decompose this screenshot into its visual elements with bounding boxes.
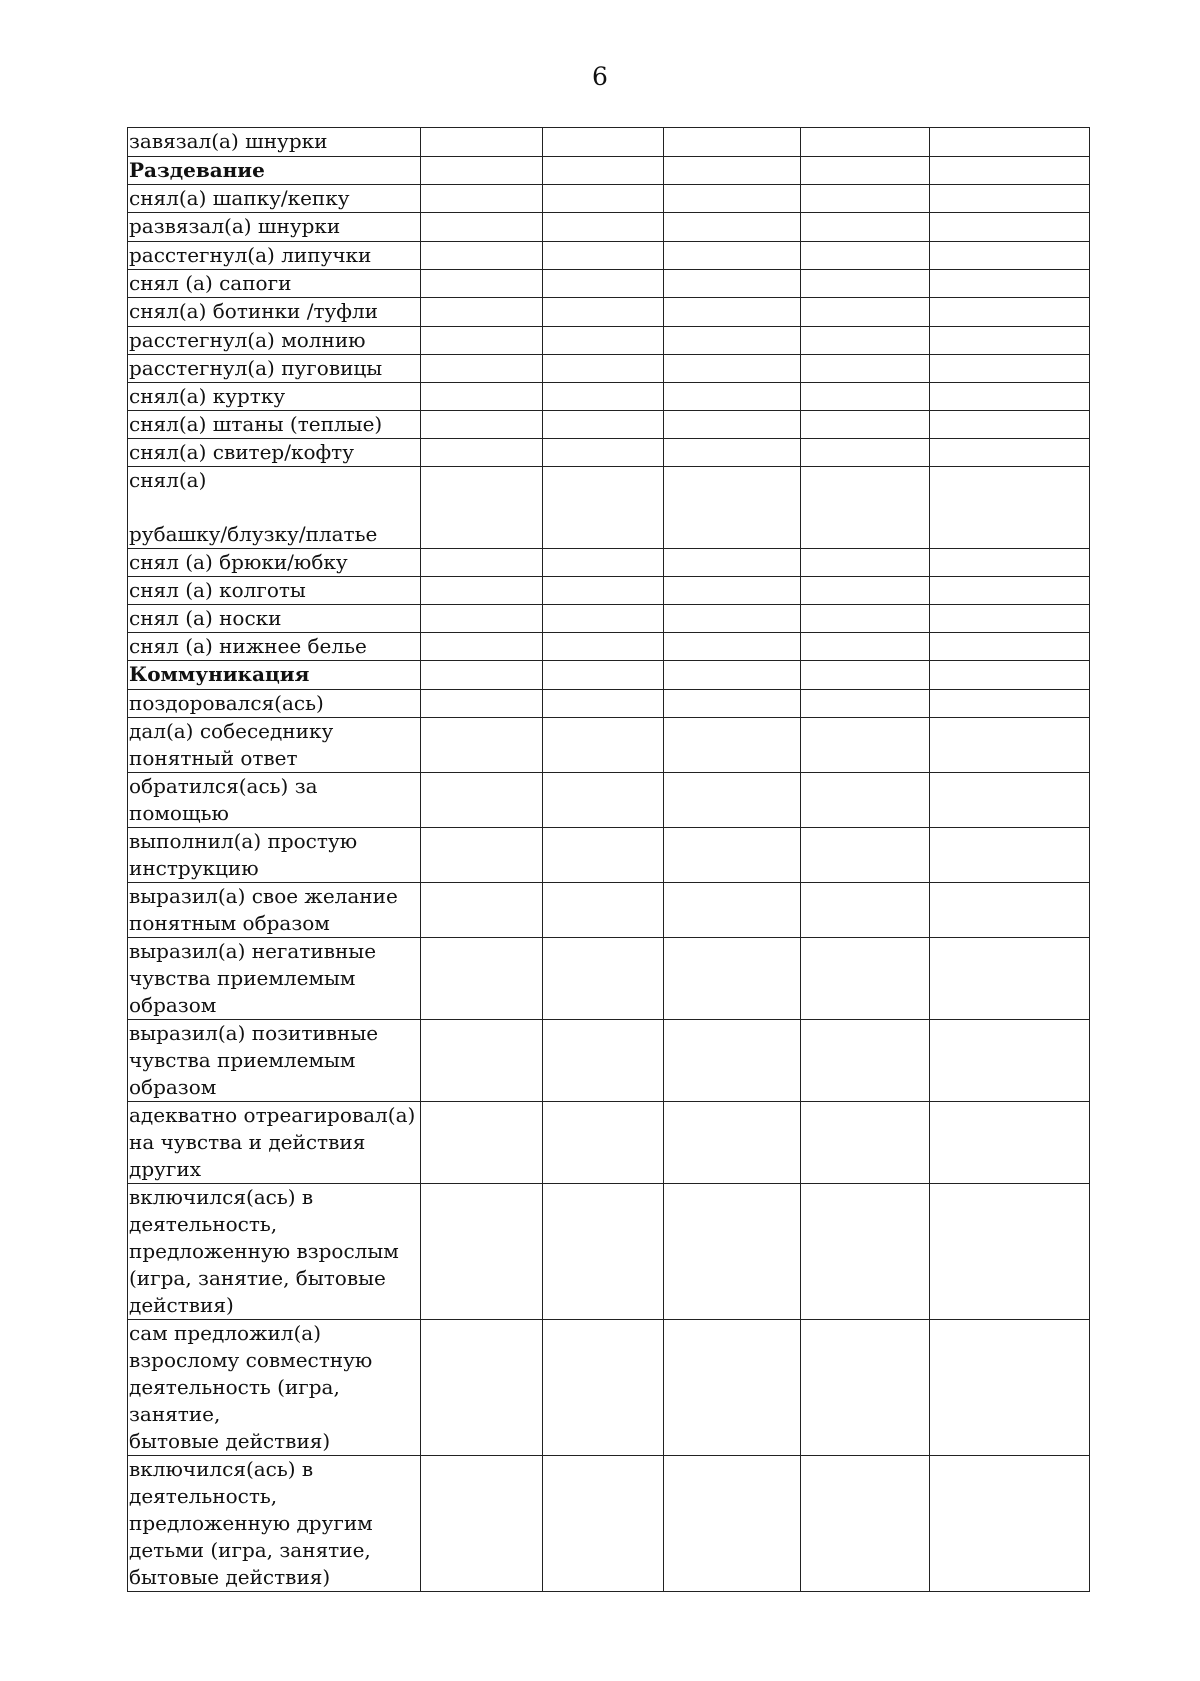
table-row	[128, 270, 1090, 298]
score-cell[interactable]	[664, 577, 801, 605]
score-cell[interactable]	[930, 828, 1090, 883]
table-row	[128, 633, 1090, 661]
score-cell[interactable]	[664, 605, 801, 633]
score-cell[interactable]	[543, 938, 664, 1020]
score-cell[interactable]	[543, 1020, 664, 1102]
score-cell[interactable]	[543, 1320, 664, 1456]
score-cell[interactable]	[421, 383, 543, 411]
score-cell[interactable]	[543, 577, 664, 605]
score-cell[interactable]	[664, 1320, 801, 1456]
score-cell[interactable]	[421, 157, 543, 185]
table-row	[128, 549, 1090, 577]
table-row	[128, 439, 1090, 467]
score-cell[interactable]	[543, 327, 664, 355]
score-cell[interactable]	[421, 327, 543, 355]
score-cell[interactable]	[801, 355, 930, 383]
score-cell[interactable]	[664, 411, 801, 439]
skill-label: дал(а) собеседнику понятный ответ	[128, 718, 421, 773]
skill-label: снял(а) свитер/кофту	[128, 439, 421, 467]
score-cell[interactable]	[664, 690, 801, 718]
score-cell[interactable]	[421, 690, 543, 718]
score-cell[interactable]	[543, 1184, 664, 1320]
score-cell[interactable]	[801, 383, 930, 411]
score-cell[interactable]	[664, 549, 801, 577]
score-cell[interactable]	[930, 1320, 1090, 1456]
skill-label: снял(а) ботинки /туфли	[128, 298, 421, 327]
score-cell[interactable]	[543, 633, 664, 661]
skill-label: снял (а) брюки/юбку	[128, 549, 421, 577]
score-cell[interactable]	[664, 1184, 801, 1320]
score-cell[interactable]	[801, 327, 930, 355]
score-cell[interactable]	[543, 690, 664, 718]
score-cell[interactable]	[664, 213, 801, 242]
skill-label: сам предложил(а) взрослому совместную деятельность (игра, занятие, бытовые действия)	[128, 1320, 421, 1456]
table-row	[128, 773, 1090, 828]
score-cell[interactable]	[421, 773, 543, 828]
score-cell[interactable]	[664, 661, 801, 690]
score-cell[interactable]	[421, 467, 543, 549]
score-cell[interactable]	[543, 467, 664, 549]
score-cell[interactable]	[930, 383, 1090, 411]
skill-label: снял (а) колготы	[128, 577, 421, 605]
score-cell[interactable]	[801, 828, 930, 883]
score-cell[interactable]	[801, 1102, 930, 1184]
score-cell[interactable]	[664, 355, 801, 383]
table-row	[128, 828, 1090, 883]
score-cell[interactable]	[543, 1102, 664, 1184]
table-row	[128, 1102, 1090, 1184]
score-cell[interactable]	[801, 270, 930, 298]
score-cell[interactable]	[930, 549, 1090, 577]
score-cell[interactable]	[421, 355, 543, 383]
score-cell[interactable]	[801, 718, 930, 773]
score-cell[interactable]	[801, 549, 930, 577]
score-cell[interactable]	[664, 467, 801, 549]
score-cell[interactable]	[421, 718, 543, 773]
table-row	[128, 213, 1090, 242]
score-cell[interactable]	[664, 327, 801, 355]
score-cell[interactable]	[421, 1102, 543, 1184]
table-row	[128, 1456, 1090, 1592]
skill-label: расстегнул(а) молнию	[128, 327, 421, 355]
score-cell[interactable]	[930, 1102, 1090, 1184]
score-cell[interactable]	[543, 411, 664, 439]
score-cell[interactable]	[664, 883, 801, 938]
score-cell[interactable]	[930, 1020, 1090, 1102]
score-cell[interactable]	[421, 661, 543, 690]
score-cell[interactable]	[801, 773, 930, 828]
score-cell[interactable]	[543, 383, 664, 411]
skill-label: расстегнул(а) пуговицы	[128, 355, 421, 383]
score-cell[interactable]	[543, 718, 664, 773]
score-cell[interactable]	[421, 828, 543, 883]
score-cell[interactable]	[801, 1456, 930, 1592]
score-cell[interactable]	[930, 773, 1090, 828]
table-row	[128, 718, 1090, 773]
skill-label: включился(ась) в деятельность, предложенную другим детьми (игра, занятие, бытовые действия)	[128, 1456, 421, 1592]
score-cell[interactable]	[801, 661, 930, 690]
score-cell[interactable]	[543, 270, 664, 298]
score-cell[interactable]	[664, 828, 801, 883]
score-cell[interactable]	[421, 1320, 543, 1456]
score-cell[interactable]	[801, 633, 930, 661]
section-heading: Раздевание	[128, 157, 421, 185]
score-cell[interactable]	[801, 605, 930, 633]
score-cell[interactable]	[801, 883, 930, 938]
skill-label: выразил(а) свое желание понятным образом	[128, 883, 421, 938]
score-cell[interactable]	[664, 242, 801, 270]
skill-label: снял (а) носки	[128, 605, 421, 633]
score-cell[interactable]	[801, 1184, 930, 1320]
score-cell[interactable]	[930, 1456, 1090, 1592]
score-cell[interactable]	[664, 185, 801, 213]
skill-label: развязал(а) шнурки	[128, 213, 421, 242]
skill-label: обратился(ась) за помощью	[128, 773, 421, 828]
score-cell[interactable]	[543, 128, 664, 157]
score-cell[interactable]	[930, 690, 1090, 718]
table-row	[128, 383, 1090, 411]
section-row	[128, 661, 1090, 690]
score-cell[interactable]	[543, 298, 664, 327]
score-cell[interactable]	[930, 661, 1090, 690]
table-row	[128, 1020, 1090, 1102]
score-cell[interactable]	[930, 938, 1090, 1020]
score-cell[interactable]	[664, 938, 801, 1020]
score-cell[interactable]	[421, 549, 543, 577]
score-cell[interactable]	[421, 1456, 543, 1592]
skill-label: снял(а) рубашку/блузку/платье	[128, 467, 421, 549]
score-cell[interactable]	[543, 1456, 664, 1592]
score-cell[interactable]	[543, 661, 664, 690]
score-cell[interactable]	[664, 718, 801, 773]
score-cell[interactable]	[543, 883, 664, 938]
score-cell[interactable]	[543, 157, 664, 185]
score-cell[interactable]	[664, 1102, 801, 1184]
score-cell[interactable]	[421, 883, 543, 938]
table-row	[128, 185, 1090, 213]
skill-label: поздоровался(ась)	[128, 690, 421, 718]
score-cell[interactable]	[801, 577, 930, 605]
score-cell[interactable]	[421, 938, 543, 1020]
score-cell[interactable]	[801, 242, 930, 270]
score-cell[interactable]	[421, 128, 543, 157]
score-cell[interactable]	[930, 1184, 1090, 1320]
score-cell[interactable]	[930, 439, 1090, 467]
score-cell[interactable]	[421, 1020, 543, 1102]
score-cell[interactable]	[930, 467, 1090, 549]
skill-label: расстегнул(а) липучки	[128, 242, 421, 270]
skill-label: адекватно отреагировал(а) на чувства и действия других	[128, 1102, 421, 1184]
score-cell[interactable]	[801, 213, 930, 242]
score-cell[interactable]	[930, 577, 1090, 605]
table-row	[128, 577, 1090, 605]
table-row	[128, 411, 1090, 439]
score-cell[interactable]	[664, 773, 801, 828]
assessment-table	[127, 127, 1090, 1592]
table-row	[128, 1320, 1090, 1456]
score-cell[interactable]	[930, 298, 1090, 327]
score-cell[interactable]	[930, 355, 1090, 383]
score-cell[interactable]	[801, 467, 930, 549]
table-row	[128, 883, 1090, 938]
score-cell[interactable]	[930, 185, 1090, 213]
score-cell[interactable]	[930, 157, 1090, 185]
score-cell[interactable]	[543, 242, 664, 270]
table-row	[128, 242, 1090, 270]
score-cell[interactable]	[664, 439, 801, 467]
skill-label: выполнил(а) простую инструкцию	[128, 828, 421, 883]
skill-label: выразил(а) негативные чувства приемлемым образом	[128, 938, 421, 1020]
score-cell[interactable]	[801, 439, 930, 467]
skill-label: снял(а) штаны (теплые)	[128, 411, 421, 439]
skill-label: снял (а) сапоги	[128, 270, 421, 298]
skill-label: снял(а) куртку	[128, 383, 421, 411]
score-cell[interactable]	[930, 883, 1090, 938]
score-cell[interactable]	[801, 128, 930, 157]
score-cell[interactable]	[421, 270, 543, 298]
score-cell[interactable]	[930, 605, 1090, 633]
score-cell[interactable]	[543, 355, 664, 383]
section-row	[128, 157, 1090, 185]
score-cell[interactable]	[801, 938, 930, 1020]
score-cell[interactable]	[664, 157, 801, 185]
score-cell[interactable]	[801, 411, 930, 439]
skill-label: снял (а) нижнее белье	[128, 633, 421, 661]
score-cell[interactable]	[801, 298, 930, 327]
score-cell[interactable]	[421, 577, 543, 605]
score-cell[interactable]	[421, 411, 543, 439]
score-cell[interactable]	[543, 828, 664, 883]
score-cell[interactable]	[421, 633, 543, 661]
score-cell[interactable]	[421, 298, 543, 327]
score-cell[interactable]	[930, 633, 1090, 661]
table-row	[128, 690, 1090, 718]
score-cell[interactable]	[543, 439, 664, 467]
score-cell[interactable]	[664, 633, 801, 661]
score-cell[interactable]	[930, 270, 1090, 298]
page-number: 6	[592, 62, 608, 91]
score-cell[interactable]	[421, 185, 543, 213]
score-cell[interactable]	[664, 270, 801, 298]
score-cell[interactable]	[543, 605, 664, 633]
skill-label: завязал(а) шнурки	[128, 128, 421, 157]
score-cell[interactable]	[664, 298, 801, 327]
table-row	[128, 605, 1090, 633]
score-cell[interactable]	[664, 1456, 801, 1592]
score-cell[interactable]	[930, 242, 1090, 270]
score-cell[interactable]	[664, 383, 801, 411]
score-cell[interactable]	[930, 128, 1090, 157]
score-cell[interactable]	[421, 1184, 543, 1320]
assessment-table-body	[128, 128, 1090, 1592]
skill-label: снял(а) шапку/кепку	[128, 185, 421, 213]
score-cell[interactable]	[801, 1020, 930, 1102]
table-row	[128, 128, 1090, 157]
skill-label: выразил(а) позитивные чувства приемлемым образом	[128, 1020, 421, 1102]
score-cell[interactable]	[421, 213, 543, 242]
table-row	[128, 327, 1090, 355]
score-cell[interactable]	[930, 327, 1090, 355]
score-cell[interactable]	[664, 128, 801, 157]
table-row	[128, 355, 1090, 383]
score-cell[interactable]	[664, 1020, 801, 1102]
score-cell[interactable]	[801, 690, 930, 718]
table-row	[128, 938, 1090, 1020]
table-row	[128, 298, 1090, 327]
score-cell[interactable]	[543, 185, 664, 213]
skill-label: включился(ась) в деятельность, предложенную взрослым (игра, занятие, бытовые действия)	[128, 1184, 421, 1320]
score-cell[interactable]	[801, 185, 930, 213]
score-cell[interactable]	[421, 439, 543, 467]
score-cell[interactable]	[801, 1320, 930, 1456]
table-row	[128, 467, 1090, 549]
score-cell[interactable]	[421, 242, 543, 270]
score-cell[interactable]	[543, 213, 664, 242]
score-cell[interactable]	[930, 718, 1090, 773]
score-cell[interactable]	[543, 549, 664, 577]
score-cell[interactable]	[543, 773, 664, 828]
score-cell[interactable]	[930, 411, 1090, 439]
score-cell[interactable]	[421, 605, 543, 633]
score-cell[interactable]	[801, 157, 930, 185]
score-cell[interactable]	[930, 213, 1090, 242]
section-heading: Коммуникация	[128, 661, 421, 690]
table-row	[128, 1184, 1090, 1320]
